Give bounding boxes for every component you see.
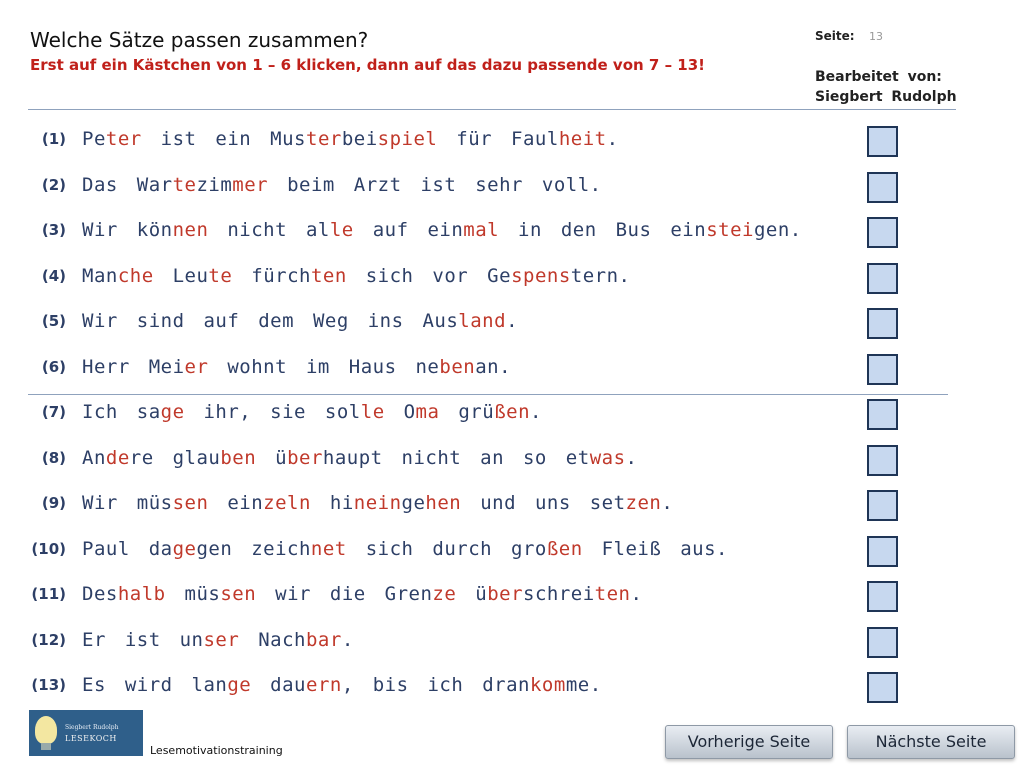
highlighted-syllable: ser bbox=[203, 629, 240, 651]
text-segment: ge bbox=[401, 492, 426, 514]
author-name: Siegbert Rudolph bbox=[815, 89, 957, 105]
answer-box-2[interactable] bbox=[867, 172, 898, 203]
highlighted-syllable: ten bbox=[310, 265, 347, 287]
sentence-number: (2) bbox=[41, 176, 66, 194]
highlighted-syllable: ber bbox=[287, 447, 323, 469]
highlighted-syllable: nein bbox=[353, 492, 402, 514]
text-segment: . bbox=[630, 583, 643, 605]
answer-box-7[interactable] bbox=[867, 399, 898, 430]
highlighted-syllable: spens bbox=[511, 265, 571, 287]
highlighted-syllable: kom bbox=[529, 674, 566, 696]
header-divider bbox=[28, 109, 956, 110]
sentence-number: (1) bbox=[41, 130, 66, 148]
sentence-text bbox=[82, 538, 728, 560]
highlighted-syllable: zeln bbox=[263, 492, 311, 514]
text-segment: fürch bbox=[232, 265, 311, 287]
highlighted-syllable: ßen bbox=[546, 538, 583, 560]
sentence-text bbox=[82, 310, 518, 332]
answer-box-8[interactable] bbox=[867, 445, 898, 476]
text-segment: bei bbox=[341, 128, 378, 150]
highlighted-syllable: ßen bbox=[494, 401, 531, 423]
text-segment: me. bbox=[565, 674, 602, 696]
sentence-row bbox=[0, 674, 1024, 714]
text-segment: Wir müs bbox=[82, 492, 173, 514]
text-segment: . bbox=[506, 310, 519, 332]
author-credit bbox=[815, 67, 957, 107]
highlighted-syllable: ge bbox=[172, 538, 197, 560]
text-segment: wohnt im Haus ne bbox=[208, 356, 440, 378]
text-segment: Ich sa bbox=[82, 401, 161, 423]
highlighted-syllable: net bbox=[310, 538, 347, 560]
highlighted-syllable: halb bbox=[117, 583, 166, 605]
highlighted-syllable: ben bbox=[439, 356, 476, 378]
sentence-number: (11) bbox=[31, 585, 66, 603]
text-segment: sich vor Ge bbox=[346, 265, 512, 287]
author-label: Bearbeitet von: bbox=[815, 69, 942, 85]
answer-box-3[interactable] bbox=[867, 217, 898, 248]
answer-box-9[interactable] bbox=[867, 490, 898, 521]
text-segment: Nach bbox=[239, 629, 306, 651]
footer-label: Lesemotivationstraining bbox=[150, 744, 283, 757]
answer-box-11[interactable] bbox=[867, 581, 898, 612]
sentence-number: (10) bbox=[31, 540, 66, 558]
highlighted-syllable: ber bbox=[487, 583, 524, 605]
lightbulb-base bbox=[41, 743, 51, 750]
sentence-text bbox=[82, 219, 802, 241]
highlighted-syllable: ten bbox=[594, 583, 631, 605]
text-segment: auf ein bbox=[353, 219, 464, 241]
highlighted-syllable: bar bbox=[305, 629, 342, 651]
text-segment: gen. bbox=[753, 219, 802, 241]
text-segment: nicht al bbox=[208, 219, 330, 241]
text-segment: hi bbox=[310, 492, 354, 514]
text-segment: Man bbox=[82, 265, 118, 287]
text-segment: gen zeich bbox=[196, 538, 311, 560]
text-segment: Des bbox=[82, 583, 118, 605]
sentence-number: (9) bbox=[41, 494, 66, 512]
text-segment: Herr Mei bbox=[82, 356, 185, 378]
sentence-row bbox=[0, 219, 1024, 259]
text-segment: beim Arzt ist sehr voll. bbox=[268, 174, 602, 196]
highlighted-syllable: er bbox=[184, 356, 209, 378]
answer-box-5[interactable] bbox=[867, 308, 898, 339]
sentence-row bbox=[0, 492, 1024, 532]
highlighted-syllable: ge bbox=[160, 401, 185, 423]
text-segment: . bbox=[606, 128, 619, 150]
text-segment: O bbox=[384, 401, 416, 423]
answer-box-12[interactable] bbox=[867, 627, 898, 658]
text-segment: Paul da bbox=[82, 538, 173, 560]
text-segment: in den Bus ein bbox=[499, 219, 707, 241]
highlighted-syllable: land bbox=[458, 310, 507, 332]
text-segment: grü bbox=[439, 401, 495, 423]
highlighted-syllable: spiel bbox=[377, 128, 438, 150]
text-segment: tern. bbox=[570, 265, 631, 287]
sentence-number: (5) bbox=[41, 312, 66, 330]
highlighted-syllable: sen bbox=[172, 492, 209, 514]
sentence-text bbox=[82, 401, 542, 423]
lightbulb-icon bbox=[35, 716, 57, 744]
sentence-row bbox=[0, 447, 1024, 487]
text-segment: Pe bbox=[82, 128, 106, 150]
page-number: 13 bbox=[869, 30, 883, 43]
text-segment: Wir kön bbox=[82, 219, 173, 241]
text-segment: ist ein Mus bbox=[141, 128, 306, 150]
highlighted-syllable: le bbox=[329, 219, 354, 241]
logo-brand: LESEKOCH bbox=[65, 734, 117, 743]
sentence-row bbox=[0, 174, 1024, 214]
text-segment: dau bbox=[251, 674, 306, 696]
text-segment: zim bbox=[196, 174, 233, 196]
highlighted-syllable: ter bbox=[306, 128, 342, 150]
text-segment: . bbox=[661, 492, 674, 514]
text-segment: haupt nicht an so et bbox=[322, 447, 590, 469]
sentence-text bbox=[82, 629, 354, 651]
lesekoch-logo bbox=[29, 710, 143, 756]
page-label: Seite: bbox=[815, 29, 855, 43]
sentence-row bbox=[0, 583, 1024, 623]
sentence-row bbox=[0, 310, 1024, 350]
sentence-row bbox=[0, 265, 1024, 305]
text-segment: Das War bbox=[82, 174, 173, 196]
text-segment: Er ist un bbox=[82, 629, 204, 651]
text-segment: für Faul bbox=[437, 128, 559, 150]
text-segment: an. bbox=[475, 356, 512, 378]
text-segment: Fleiß aus. bbox=[582, 538, 729, 560]
highlighted-syllable: sen bbox=[220, 583, 257, 605]
highlighted-syllable: ge bbox=[227, 674, 252, 696]
highlighted-syllable: hen bbox=[425, 492, 462, 514]
sentence-number: (3) bbox=[41, 221, 66, 239]
text-segment: . bbox=[530, 401, 542, 423]
text-segment: ihr, sie sol bbox=[184, 401, 361, 423]
answer-box-13[interactable] bbox=[867, 672, 898, 703]
sentence-number: (13) bbox=[31, 676, 66, 694]
sentence-text bbox=[82, 492, 673, 514]
sentence-number: (12) bbox=[31, 631, 66, 649]
text-segment: ein bbox=[208, 492, 264, 514]
text-segment: ü bbox=[256, 447, 288, 469]
previous-page-button[interactable]: Vorherige Seite bbox=[665, 725, 833, 759]
highlighted-syllable: te bbox=[172, 174, 197, 196]
answer-box-10[interactable] bbox=[867, 536, 898, 567]
highlighted-syllable: ben bbox=[220, 447, 257, 469]
highlighted-syllable: mer bbox=[232, 174, 269, 196]
highlighted-syllable: ma bbox=[415, 401, 440, 423]
text-segment: Es wird lan bbox=[82, 674, 228, 696]
answer-box-1[interactable] bbox=[867, 126, 898, 157]
sentence-row bbox=[0, 401, 1024, 441]
sentence-row bbox=[0, 629, 1024, 669]
sentence-text bbox=[82, 674, 602, 696]
highlighted-syllable: ze bbox=[432, 583, 457, 605]
highlighted-syllable: zen bbox=[625, 492, 662, 514]
text-segment: und uns set bbox=[461, 492, 626, 514]
highlighted-syllable: stei bbox=[706, 219, 754, 241]
sentence-number: (8) bbox=[41, 449, 66, 467]
highlighted-syllable: mal bbox=[463, 219, 500, 241]
text-segment: re glau bbox=[129, 447, 221, 469]
next-page-button[interactable]: Nächste Seite bbox=[847, 725, 1015, 759]
text-segment: wir die Gren bbox=[256, 583, 433, 605]
text-segment: . bbox=[625, 447, 638, 469]
highlighted-syllable: nen bbox=[172, 219, 209, 241]
logo-author: Siegbert Rudolph bbox=[65, 724, 119, 731]
highlighted-syllable: ern bbox=[306, 674, 342, 696]
text-segment: , bis ich dran bbox=[341, 674, 530, 696]
highlighted-syllable: te bbox=[208, 265, 233, 287]
sentence-row bbox=[0, 356, 1024, 396]
sentence-text bbox=[82, 356, 511, 378]
text-segment: An bbox=[82, 447, 106, 469]
text-segment: Wir sind auf dem Weg ins Aus bbox=[82, 310, 459, 332]
text-segment: . bbox=[341, 629, 354, 651]
highlighted-syllable: ter bbox=[105, 128, 142, 150]
highlighted-syllable: heit bbox=[558, 128, 607, 150]
sentence-number: (4) bbox=[41, 267, 66, 285]
sentence-text bbox=[82, 128, 619, 150]
highlighted-syllable: che bbox=[117, 265, 154, 287]
sentence-number: (6) bbox=[41, 358, 66, 376]
sentence-text bbox=[82, 447, 637, 469]
text-segment: ü bbox=[456, 583, 488, 605]
highlighted-syllable: le bbox=[360, 401, 385, 423]
sentence-row bbox=[0, 128, 1024, 168]
sentence-number: (7) bbox=[41, 403, 66, 421]
sentence-text bbox=[82, 265, 630, 287]
text-segment: sich durch gro bbox=[346, 538, 547, 560]
highlighted-syllable: de bbox=[105, 447, 130, 469]
sentence-row bbox=[0, 538, 1024, 578]
sentence-text bbox=[82, 583, 642, 605]
answer-box-6[interactable] bbox=[867, 354, 898, 385]
instruction-text: Erst auf ein Kästchen von 1 – 6 klicken, dann auf das dazu passende von 7 – 13! bbox=[30, 56, 706, 74]
text-segment: müs bbox=[165, 583, 221, 605]
page-title: Welche Sätze passen zusammen? bbox=[30, 28, 369, 52]
answer-box-4[interactable] bbox=[867, 263, 898, 294]
text-segment: schrei bbox=[523, 583, 595, 605]
text-segment: Leu bbox=[153, 265, 209, 287]
highlighted-syllable: was bbox=[589, 447, 626, 469]
sentence-text bbox=[82, 174, 602, 196]
